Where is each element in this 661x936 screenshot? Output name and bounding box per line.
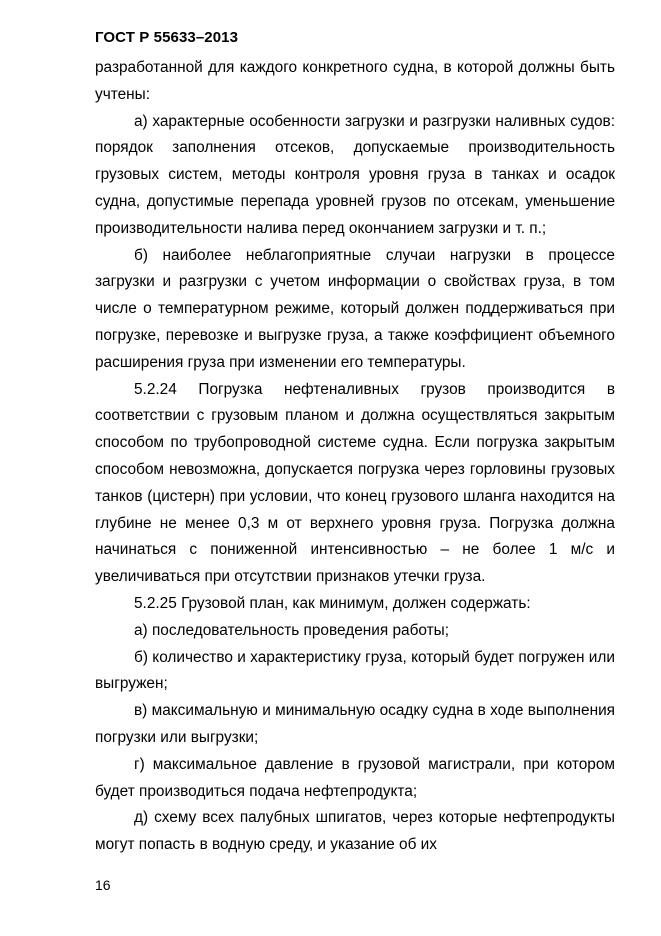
list-item-b: б) количество и характеристику груза, который будет погружен или выгружен; — [95, 648, 615, 693]
list-item-g: г) максимальное давление в грузовой магистрали, при котором будет производиться подача нефтепродукта; — [95, 755, 615, 800]
paragraph-5-2-24: 5.2.24 Погрузка нефтеналивных грузов производится в соответствии с грузовым планом и должна осуществляться закрытым способом по трубопроводной системе судна. Если погрузка закрытым способом невозможна, допускается погрузка через горловины грузовых танков (цистерн) при условии, что конец грузового шланга находится на глубине не менее 0,3 м от верхнего уровня груза. Погрузка должна начинаться с пониженной интенсивностью – не более 1 м/с и увеличиваться при отсутствии признаков утечки груза. — [95, 380, 615, 586]
paragraph-item-b: б) наиболее неблагоприятные случаи нагрузки в процессе загрузки и разгрузки с учетом информации о свойствах груза, в том числе о температурном режиме, который должен поддерживаться при погрузке, перевозке и выгрузке груза, а также коэффициент объемного расширения груза при изменении его температуры. — [95, 246, 615, 371]
paragraph-continuation: разработанной для каждого конкретного судна, в которой должны быть учтены: — [95, 59, 615, 103]
document-header: ГОСТ Р 55633–2013 — [95, 29, 239, 46]
list-item-d: д) схему всех палубных шпигатов, через которые нефтепродукты могут попасть в водную среду, и указание об их — [95, 809, 615, 854]
page-number: 16 — [95, 877, 111, 893]
document-body — [95, 55, 615, 859]
paragraph-item-a: а) характерные особенности загрузки и разгрузки наливных судов: порядок заполнения отсеков, допускаемые производительность грузовых систем, методы контроля уровня груза в танках и осадок судна, допустимые перепада уровней грузов по отсекам, уменьшение производительности налива перед окончанием загрузки и т. п.; — [95, 112, 615, 237]
list-item-a: а) последовательность проведения работы; — [134, 621, 450, 639]
paragraph-5-2-25: 5.2.25 Грузовой план, как минимум, должен содержать: — [134, 594, 531, 612]
list-item-v: в) максимальную и минимальную осадку судна в ходе выполнения погрузки или выгрузки; — [95, 702, 615, 746]
